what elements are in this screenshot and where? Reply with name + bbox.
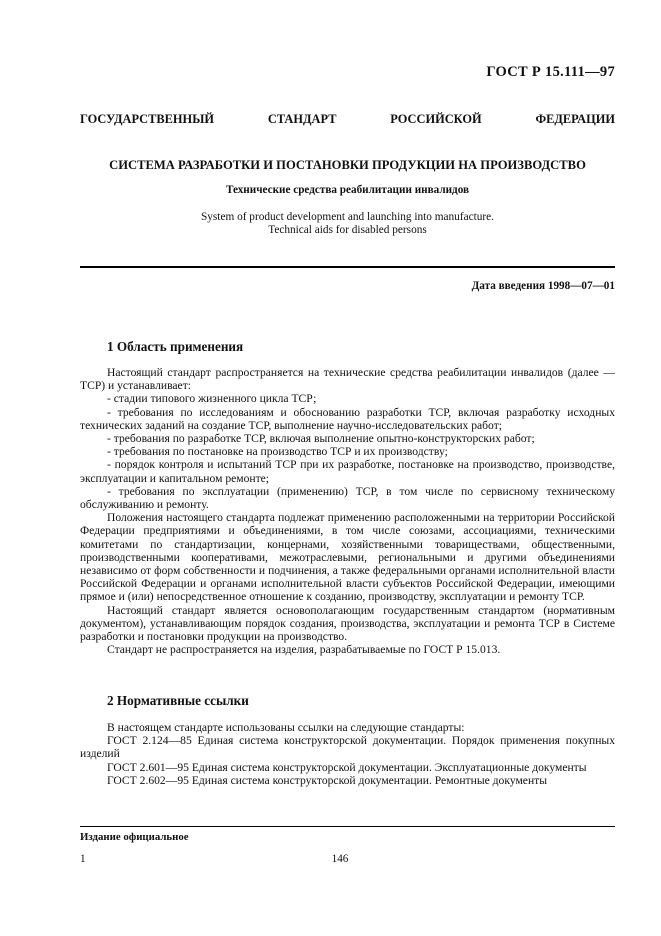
english-title	[80, 211, 615, 237]
english-title-line-1: System of product development and launching into manufacture.	[200, 211, 494, 223]
list-item: - требования по разработке ТСР, включая выполнение опытно-конструкторских работ;	[107, 432, 535, 446]
section-1-body	[80, 366, 615, 656]
list-item: - порядок контроля и испытаний ТСР при их разработке, постановке на производство, производстве, эксплуатации и капитальном ремонте;	[80, 458, 615, 485]
english-title-line-2: Technical aids for disabled persons	[268, 224, 427, 236]
page-number-center: 146	[331, 853, 349, 865]
document-number: ГОСТ Р 15.111—97	[486, 64, 615, 80]
introduction-date: Дата введения 1998—07—01	[471, 280, 615, 292]
paragraph: В настоящем стандарте использованы ссылки на следующие стандарты:	[107, 721, 465, 734]
list-item: - требования по постановке на производство ТСР и их производству;	[107, 445, 448, 459]
edition-label: Издание официальное	[80, 831, 189, 843]
standard-header: ГОСУДАРСТВЕННЫЙ СТАНДАРТ РОССИЙСКОЙ ФЕДЕРАЦИИ	[80, 112, 615, 126]
paragraph: Настоящий стандарт является основополагающим государственным стандартом (нормативным документом), устанавливающим порядок создания, производства, эксплуатации и ремонта ТСР в Системе разработки и постановки продукции на производство.	[80, 603, 615, 644]
list-item: - требования по исследованиям и обоснованию разработки ТСР, включая разработку исходных технических заданий на создание ТСР, выполнение научно-исследовательских работ;	[80, 405, 615, 432]
list-item: - требования по эксплуатации (применению) ТСР, в том числе по сервисному техническому обслуживанию и ремонту.	[80, 484, 615, 512]
reference-item: ГОСТ 2.124—85 Единая система конструкторской документации. Порядок применения покупных изделий	[80, 734, 615, 761]
section-2-heading: 2 Нормативные ссылки	[107, 693, 249, 708]
list-item: - стадии типового жизненного цикла ТСР;	[107, 392, 317, 406]
paragraph: Положения настоящего стандарта подлежат применению расположенными на территории Российской Федерации предприятиями и объединениями, в том числе союзами, ассоциациями, техническими комитетами по стандартизации, концернами, хозяйственными товариществами, общественными, производственными кооперативами, межотраслевыми, региональными и другими объединениями независимо от форм собственности и подчинения, а также федеральными органами исполнительной власти Российской Федерации и органами исполнительной власти субъектов Российской Федерации, имеющими прямое и (или) непосредственное отношение к созданию, производству, эксплуатации и ремонту ТСР.	[80, 511, 615, 604]
reference-item: ГОСТ 2.602—95 Единая система конструкторской документации. Ремонтные документы	[107, 773, 548, 787]
paragraph: Настоящий стандарт распространяется на технические средства реабилитации инвалидов (далее — ТСР) и устанавливает:	[80, 366, 615, 393]
section-2-body	[80, 721, 615, 787]
page-number-left: 1	[80, 853, 86, 865]
title-divider	[80, 266, 615, 268]
section-1-heading: 1 Область применения	[107, 339, 244, 354]
footer-divider	[80, 826, 615, 827]
reference-item: ГОСТ 2.601—95 Единая система конструкторской документации. Эксплуатационные документы	[107, 760, 587, 774]
document-title: СИСТЕМА РАЗРАБОТКИ И ПОСТАНОВКИ ПРОДУКЦИИ НА ПРОИЗВОДСТВО	[109, 158, 586, 172]
paragraph: Стандарт не распространяется на изделия, разрабатываемые по ГОСТ Р 15.013.	[107, 643, 501, 657]
document-subtitle: Технические средства реабилитации инвалидов	[225, 184, 470, 196]
